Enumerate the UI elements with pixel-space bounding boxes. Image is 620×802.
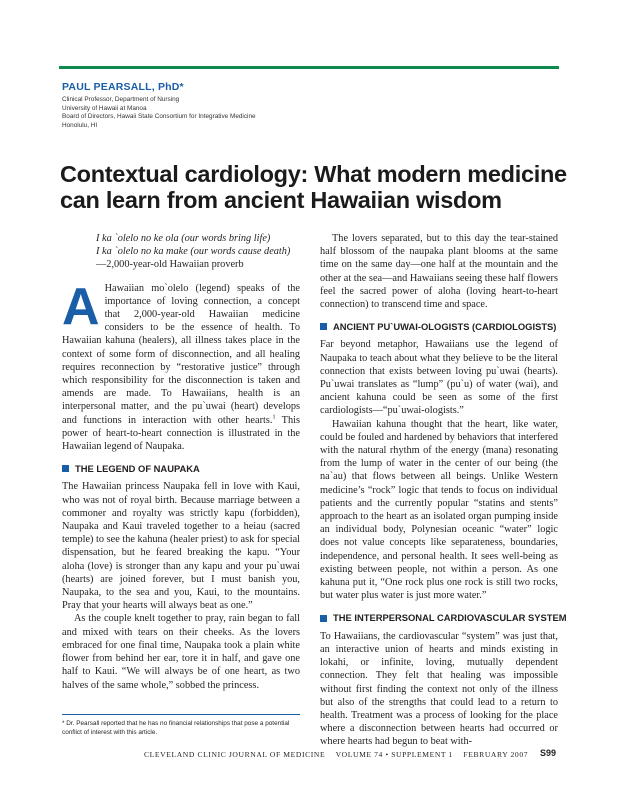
journal-name: CLEVELAND CLINIC JOURNAL OF MEDICINE (144, 750, 326, 759)
epigraph-line: I ka `olelo no ke ola (our words bring life) (96, 233, 271, 244)
author-affiliations (62, 96, 256, 130)
issue-date: FEBRUARY 2007 (463, 750, 529, 759)
intro-text: Hawaiian mo`olelo (legend) speaks of the importance of loving connection, a concept that 2,000-year-old Hawaiian medicine considers to be the essence of health. To Hawaiian kahuna (healers), all illness takes place in the context of some form of disconnection, and all healing requires reconnection by “restorative justice” through which responsibility for the disconnection is taken and amends are made. To Hawaiians, health is an interpersonal matter, and the pu`uwai (heart) develops and functions in interaction with other hearts. (62, 282, 300, 426)
affiliation-line: Honolulu, HI (62, 121, 98, 129)
intro-paragraph (62, 277, 300, 454)
drop-cap: A (62, 277, 100, 336)
body-paragraph: To Hawaiians, the cardiovascular “system” was just that, an interactive union of hearts and minds existing in lokahi, or infinite, loving, mutually dependent connection. They felt that healing was impossible without first finding the context not only of the illness but also of the strengths that could lead to a return to health. Treatment was a process of looking for the place where a disconnection between hearts had occurred or where hearts had begun to beat with- (320, 630, 558, 748)
body-paragraph: As the couple knelt together to pray, rain began to fall and mixed with tears on their cheeks. As the lovers embraced for one final time, Naupaka took a plain white flower from behind her ear, tore it in half, and gave one half to Kaui. “We will always be of one heart, as two halves of the same whole,” sobbed the princess. (62, 613, 300, 691)
author-name: PAUL PEARSALL, PhD* (62, 81, 184, 93)
square-bullet-icon (62, 465, 69, 472)
section-heading-text: ANCIENT PU`UWAI-OLOGISTS (CARDIOLOGISTS) (333, 321, 557, 333)
footnote-rule (62, 714, 300, 715)
article-title (60, 161, 580, 213)
square-bullet-icon (320, 615, 327, 622)
body-paragraph: The Hawaiian princess Naupaka fell in love with Kaui, who was not of royal birth. Because marriage between a commoner and royalty was strictly kapu (forbidden), Naupaka and Kaui traveled together to a heiau (sacred temple) to see the kahuna (healer priest) to ask for special dispensation, but he feared breaking the kapu. “Your aloha (love) is stronger than any kapu and your pu`uwai (hearts) are joined forever, but I must banish you, Naupaka, to the sea and you, Kaui, to the mountains. Pray that your hearts will always beat as one.” (62, 481, 300, 612)
right-column (320, 232, 567, 749)
epigraph-attribution: —2,000-year-old Hawaiian proverb (96, 259, 244, 271)
affiliation-line: University of Hawaii at Manoa (62, 104, 147, 112)
intro-text-after: This power of heart-to-heart connection is illustrated in the Hawaiian legend of Naupaka. (62, 414, 300, 453)
affiliation-line: Clinical Professor, Department of Nursing (62, 96, 180, 103)
square-bullet-icon (320, 323, 327, 330)
title-line: can learn from ancient Hawaiian wisdom (60, 187, 502, 213)
volume-info: VOLUME 74 • SUPPLEMENT 1 (335, 750, 453, 759)
section-heading-text: THE LEGEND OF NAUPAKA (75, 463, 200, 475)
section-heading-ancient (320, 320, 558, 333)
epigraph-line: I ka `olelo no ka make (our words cause death) (96, 246, 291, 258)
affiliation-line: Board of Directors, Hawaii State Consortium for Integrative Medicine (62, 113, 256, 121)
reference-marker: 1 (272, 414, 276, 421)
body-paragraph: Far beyond metaphor, Hawaiians use the legend of Naupaka to teach about what they believe to be the literal connection that exists between loving pu`uwai (hearts). Pu`uwai translates as “lump” (pu`u) of water (wai), and ancient kahuna could be seen as some of the first cardiologists—“pu`uwai-ologists.” (320, 339, 558, 417)
page-number: S99 (540, 748, 557, 758)
top-rule (59, 66, 559, 69)
epigraph (96, 232, 300, 258)
left-column (62, 232, 300, 692)
footnote: * Dr. Pearsall reported that he has no financial relationships that pose a potential conflict of interest with this article. (62, 720, 290, 736)
section-heading-text: THE INTERPERSONAL CARDIOVASCULAR SYSTEM (333, 612, 567, 624)
section-heading-legend (62, 462, 300, 475)
title-line: Contextual cardiology: What modern medicine (60, 161, 567, 187)
page-footer (144, 750, 536, 759)
body-paragraph: The lovers separated, but to this day the tear-stained half blossom of the naupaka plant blooms at the same time on the same day—one half at the mountain and the other at the sea—and Hawaiians seeing these half flowers feel the sacred power of aloha (loving heart-to-heart connection) to transcend time and space. (320, 233, 558, 311)
body-paragraph: Hawaiian kahuna thought that the heart, like water, could be fouled and hardened by behaviors that interfered with the natural rhythm of the energy (mana) resonating from the lump of water in the center of our being (the na`au) that flows between all beings. Unlike Western medicine’s “rock” logic that tends to focus on individual patients and the currently popular “statins and stents” approach to the heart as an isolated organ pumping inside an individual body, Polynesian oceanic “water” logic does not value concepts like separateness, boundaries, independence, and personal health. It sees well-being as existing between people, not within a person. As one kahuna put it, “One rock plus one rock is still two rocks, but water plus water is just more water.” (320, 418, 558, 602)
section-heading-interpersonal (320, 611, 567, 624)
